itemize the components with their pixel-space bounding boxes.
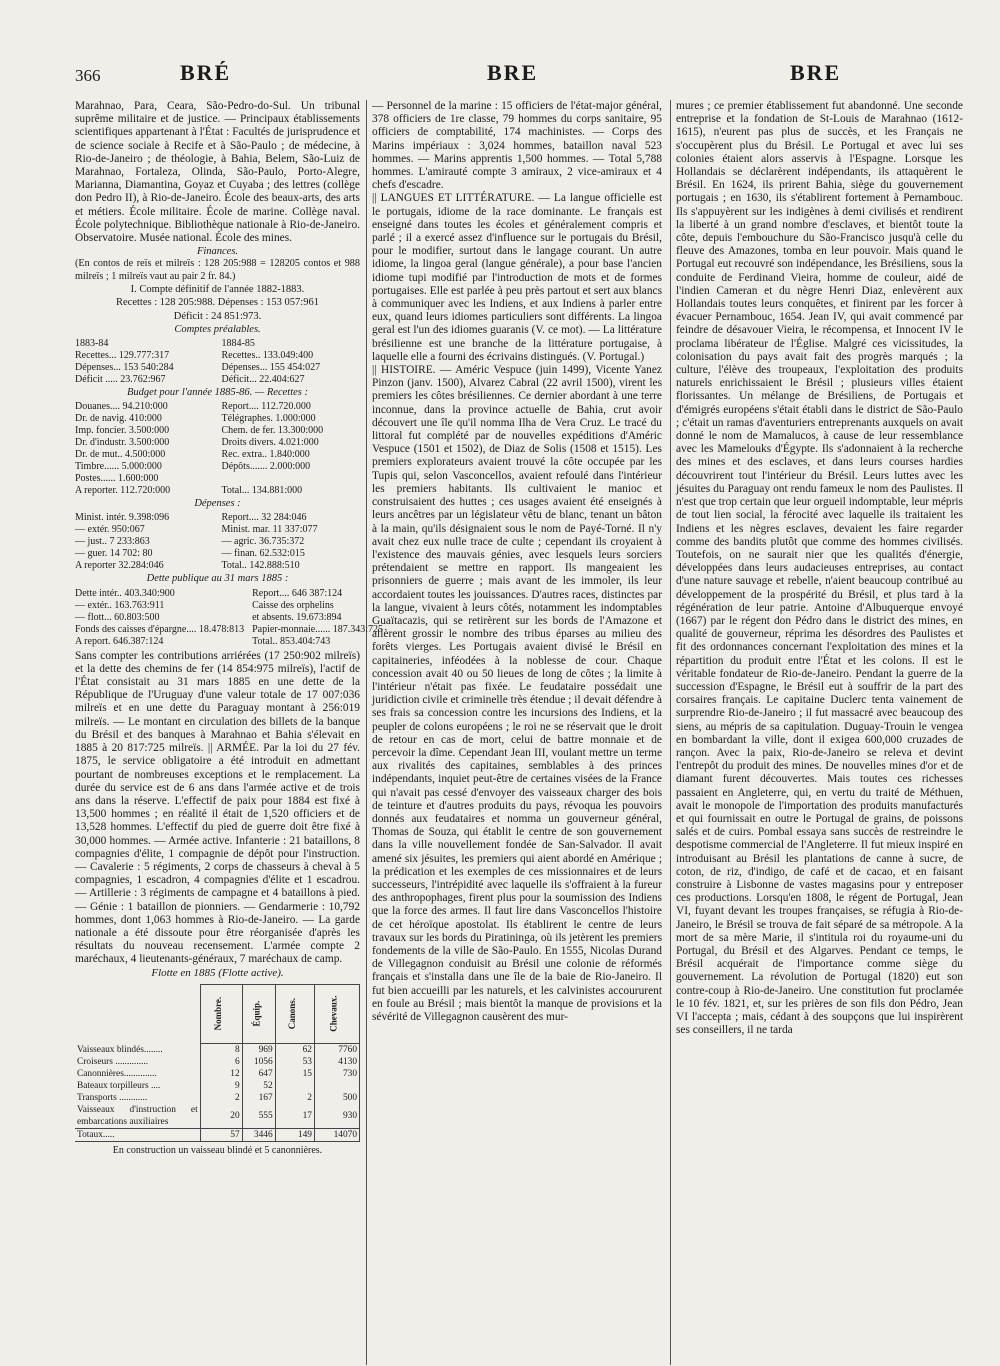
- table-cell: 20: [200, 1104, 242, 1129]
- table-cell: Dr. d'industr. 3.500:000: [75, 437, 170, 449]
- langues-paragraph: || LANGUES ET LITTÉRATURE. — La langue officielle est le portugais, idiome de la race dominante. Le français est enseigné dans toutes les écoles et généralement compris et parlé ; il a exercé assez d'influence sur le portugais du Brésil, pour le modifier, surtout dans le langage courant. Un autre idiome, la lingoa geral (langue générale), a pour base l'ancien idiome tupi modifié par l'introduction de mots et de formes portugaises. Elle est parlée à peu près partout et sert aux blancs à communiquer avec les Indiens, et aux Indiens à parler entre eux, quand leurs idiomes particuliers sont différents. La lingoa geral est l'un des idiomes guaranis (V. ce mot). — La littérature brésilienne est une branche de la littérature portugaise, à laquelle elle a fourni des écrivains distingués. (V. Portugal.): [372, 192, 662, 363]
- intro-paragraph: Marahnao, Para, Ceara, São-Pedro-do-Sul. Un tribunal suprême militaire et de justice. — Principaux établissements scientifiques appartenant à l'État : Facultés de jurisprudence et de science sociale à Recife et à São-Paulo ; de médecine, à Rio-de-Janeiro ; de théologie, à Bahia, Belem, São-Luiz de Marahnao, Fortaleza, Olinda, São-Paulo, Porto-Alegre, Marianna, Diamantina, Goyaz et Cuyaba ; des lettres (collège don Pedro II), à Rio-de-Janeiro. École des beaux-arts, des arts et métiers. École militaire. École de marine. Collège naval. École polytechnique. Bibliothèque nationale à Rio-de-Janeiro. Observatoire. Musée national. École des mines.: [75, 100, 360, 245]
- table-cell: Postes...... 1.600:000: [75, 473, 159, 485]
- table-cell: 57: [200, 1128, 242, 1141]
- table-cell: Report.... 646 387:124: [252, 587, 343, 599]
- flotte-heading: Flotte en 1885 (Flotte active).: [151, 966, 284, 979]
- prealables-table: [75, 338, 360, 386]
- table-cell: Totaux.....: [75, 1128, 200, 1141]
- table-cell: Timbre...... 5.000:000: [75, 461, 162, 473]
- histoire-continued-paragraph: mures ; ce premier établissement fut abandonné. Une seconde entreprise et la fondation de St-Louis de Marahnao (1612-1615), n'eurent pas plus de succès, et les Français ne s'occupèrent plus du Brésil. Le Portugal et avec lui ses colonies étaient alors asservis à l'Espagne. Lorsque les Hollandais se déclarèrent indépendants, ils attaquèrent le Brésil. En 1624, ils prirent Bahia, siège du gouvernement portugais ; en 1630, ils s'établirent fortement à Pernambouc. Ils s'appuyèrent sur les indigènes à demi civilisés et rendirent la liberté à un grand nombre d'esclaves, et bientôt toute la côte, depuis l'embouchure du São-Francisco jusqu'à celle du fleuve des Amazones, tomba en leur pouvoir. Mais quand le Portugal eut recouvré son indépendance, les Brésiliens, sous la conduite de Ferdinand Vieira, homme de couleur, aidé de l'indien Cameran et du nègre Henri Diaz, enlevèrent aux Hollandais toutes leurs conquêtes, et finirent par les forcer à évacuer Pernambouc, 1654. Jean IV, qui avait commencé par feindre de désavouer Vieira, le récompensa, et Innocent IV le proclama libérateur de l'Église. Malgré ces vicissitudes, la colonisation du pays avait fait des progrès marqués ; la culture, l'élève des troupeaux, l'exploitation des produits naturels enrichissaient le Brésil ; plusieurs villes étaient florissantes. Un mélange de Brésiliens, de Portugais et d'émigrés européens s'était établi dans le district de São-Paulo ; c'était un ramas d'aventuriers entreprenants auxquels on avait donné le nom de Mamalucos, à cause de leur ressemblance avec les Mamelouks d'Égypte. Ils s'adonnaient à la recherche des mines et des esclaves, et dans leurs courses hardies découvrirent tout l'intérieur du Brésil. Leurs luttes avec les jésuites du Paraguay ont rendu fameux le nom des Paulistes. Il n'est que trop certain que leur orgueil indomptable, leur mépris de tout lien social, la férocité avec laquelle ils traitaient les Indiens et les nègres esclaves, devaient les faire regarder comme des bandits plutôt que comme des hommes civilisés. Toutefois, on ne saurait nier que les qualités d'énergie, développées dans leurs audacieuses entreprises, au contact d'une nature sauvage et rebelle, n'aient beaucoup contribué au développement de la prospérité du Brésil, et plus tard à la régénération de leur patrie. Antoine d'Albuquerque envoyé (1667) par le régent don Pédro dans le district des mines, en qualité de gouverneur, réprima les désordres des Paulistes et fit des ordonnances concernant l'exploitation des mines et la répartition du produit entre l'État et les colons. Il est le véritable fondateur de Rio-de-Janeiro. Pendant la guerre de la succession d'Espagne, le Brésil eut à souffrir de la part des corsaires français. Le capitaine Duclerc tenta vainement de surprendre Rio-de-Janeiro ; il fut massacré avec beaucoup des siens, au mépris de sa capitulation. Duguay-Trouin le vengea en bombardant la ville, dont il exigea 600,000 cruzades de rançon. Avec la paix, Rio-de-Janeiro se releva et devint l'entrepôt du produit des mines. De nouvelles mines d'or et de diamant furent découvertes. Mais toutes ces richesses passaient en Angleterre, qui, en vertu du traité de Méthuen, avait le monopole de l'importation des produits manufacturés et qui fournissait en outre le Portugal de grains, de poissons salés et de cuirs. Pombal essaya sans succès de restreindre le despotisme commercial de l'Angleterre. Il fut mieux inspiré en introduisant au Brésil les plantations de canne à sucre, de coton, de riz, d'indigo, de café et de cacao, et en faisant construire à Lisbonne de vastes magasins pour y entreposer ces productions. Lorsqu'en 1808, le régent de Portugal, Jean VI, fuyant devant les troupes françaises, se réfugia à Rio-de-Janeiro, le Brésil se trouva de fait séparé de sa métropole. A la mort de sa mère Marie, il s'intitula roi du royaume-uni du Portugal, du Brésil et des Algarves. Pendant ce temps, le Brésil acquérait de l'importance comme siège du gouvernement. La révolution de Portugal (1820) eut son contre-coup à Rio-de-Janeiro. Une constitution fut proclamée le 10 fév. 1821, et, sur les prières de son fils don Pédro, Jean VI l'accepta ; mais, cédant à des soupçons que lui inspirèrent ses conseillers, il ne tarda: [676, 100, 963, 1037]
- table-row: [75, 1043, 360, 1056]
- fleet-table: [75, 984, 360, 1142]
- table-cell: 149: [275, 1128, 314, 1141]
- table-cell: 12: [200, 1068, 242, 1080]
- table-cell: 167: [242, 1092, 275, 1104]
- table-row: [75, 1068, 360, 1080]
- table-cell: Douanes.... 94.210:000: [75, 401, 168, 413]
- table-cell: — extér. 950:067: [75, 524, 145, 536]
- table-cell: Report.... 32 284:046: [221, 512, 307, 524]
- table-row: [75, 1056, 360, 1068]
- budget-heading: Budget pour l'année 1885-86. — Recettes :: [127, 387, 308, 399]
- table-cell: Papier-monnaie...... 187.343:725: [252, 623, 383, 635]
- table-cell: et absents. 19.673:894: [252, 611, 342, 623]
- column-rule-left: [366, 100, 367, 1365]
- table-cell: 930: [314, 1104, 359, 1129]
- table-cell: 1056: [242, 1056, 275, 1068]
- table-cell: 8: [200, 1043, 242, 1056]
- table-cell: Bateaux torpilleurs ....: [75, 1080, 200, 1092]
- table-cell: 17: [275, 1104, 314, 1129]
- table-cell: — agric. 36.735:372: [221, 536, 305, 548]
- table-cell: Croiseurs ..............: [75, 1056, 200, 1068]
- column-rule-right: [670, 100, 671, 1365]
- table-cell: Dr. de navig. 410:000: [75, 413, 162, 425]
- compte-line: Recettes : 128 205:988. Dépenses : 153 057:961: [116, 297, 319, 309]
- table-cell: Total.. 142.888:510: [221, 560, 300, 572]
- compte-heading: I. Compte définitif de l'année 1882-1883.: [130, 284, 305, 296]
- fleet-footnote: En construction un vaisseau blindé et 5 canonnières.: [112, 1144, 323, 1156]
- table-cell: 500: [314, 1092, 359, 1104]
- table-cell: 1883-84: [75, 338, 109, 350]
- running-head-right: BRE: [790, 60, 842, 85]
- table-cell: Droits divers. 4.021:000: [221, 437, 319, 449]
- column-2: [372, 100, 662, 1362]
- table-cell: Total.. 853.404:743: [252, 635, 331, 647]
- table-cell: 730: [314, 1068, 359, 1080]
- table-cell: [275, 1080, 314, 1092]
- table-cell: Chem. de fer. 13.300:000: [221, 425, 324, 437]
- table-cell: Dette intér.. 403.340:900: [75, 587, 175, 599]
- table-cell: 647: [242, 1068, 275, 1080]
- table-cell: Report.... 112.720.000: [221, 401, 311, 413]
- table-cell: Recettes... 129.777:317: [75, 350, 170, 362]
- finances-body: Sans compter les contributions arriérées (17 250:902 milreïs) et la dette des chemins de fer (14 854:975 milreïs), l'actif de l'État consistait au 31 mars 1885 en une dette de la République de l'Uruguay d'une valeur totale de 17 007:036 milreïs et en une dette du Paraguay montant à 256:019 milreïs. — Le montant en circulation des billets de la banque du Brésil et des banques à Marahnao et Bahia s'élevait en 1885 à 20 817:725 milreïs. || ARMÉE. Par la loi du 27 fév. 1875, le service obligatoire a été introduit en admettant pourtant de nombreuses exceptions et le remplacement. La durée du service est de 6 ans dans l'armée active et de trois ans dans la réserve. L'effectif de paix pour 1884 est fixé à 13,500 hommes ; en réalité il était de 1,520 officiers et de 13,528 hommes. L'effectif du pied de guerre doit être fixé à 30,000 hommes. — Armée active. Infanterie : 21 bataillons, 8 compagnies d'élite, 1 compagnie de dépôt pour l'instruction. — Cavalerie : 5 régiments, 2 corps de chasseurs à cheval à 5 compagnies, 1 escadron, 4 compagnies d'élite et 1 escadrou. — Artillerie : 3 régiments de campagne et 4 bataillons à pied. — Génie : 1 bataillon de pionniers. — Gendarmerie : 10,792 hommes, dont 1,063 hommes à Rio-de-Janeiro. — La garde nationale a été dissoute pour être réorganisée d'après les résultats du nouveau recensement. L'armée compte 2 maréchaux, 4 lieutenants-généraux, 7 maréchaux de camp.: [75, 649, 360, 966]
- table-cell: Déficit... 22.404:627: [221, 374, 305, 386]
- table-cell: Dépôts....... 2.000:000: [221, 461, 311, 473]
- table-cell: 53: [275, 1056, 314, 1068]
- table-cell: — flott... 60.803:500: [75, 611, 160, 623]
- table-cell: Vaisseaux blindés........: [75, 1043, 200, 1056]
- table-cell: Imp. foncier. 3.500:000: [75, 425, 170, 437]
- table-cell: — extér.. 163.763:911: [75, 599, 165, 611]
- table-cell: Recettes.. 133.049:400: [221, 350, 314, 362]
- table-cell: 9: [200, 1080, 242, 1092]
- table-cell: Canonnières..............: [75, 1068, 200, 1080]
- table-cell: 7760: [314, 1043, 359, 1056]
- dette-heading: Dette publique au 31 mars 1885 :: [146, 573, 289, 585]
- table-cell: Dr. de mut.. 4.500:000: [75, 449, 166, 461]
- table-cell: [314, 1080, 359, 1092]
- table-cell: — finan. 62.532:015: [221, 548, 305, 560]
- table-row: [75, 1092, 360, 1104]
- fleet-header-equip: Équip.: [242, 984, 275, 1043]
- table-cell: Dépenses... 155 454:027: [221, 362, 321, 374]
- table-cell: — just.. 7 233:863: [75, 536, 150, 548]
- table-cell: Déficit ..... 23.762:967: [75, 374, 166, 386]
- finances-note: (En contos de reïs et milreïs : 128 205:988 = 128205 contos et 988 milreïs ; 1 milreïs vaut au pair 2 fr. 84.): [75, 258, 360, 282]
- column-3: [676, 100, 963, 1362]
- depenses-heading: Dépenses :: [194, 498, 241, 510]
- table-cell: Rec. extra.. 1.840:000: [221, 449, 310, 461]
- page-header: [0, 60, 1000, 90]
- table-cell: Caisse des orphelins: [252, 599, 334, 611]
- table-cell: Minist. mar. 11 337:077: [221, 524, 318, 536]
- table-cell: Total... 134.881:000: [221, 485, 303, 497]
- table-cell: 2: [275, 1092, 314, 1104]
- table-cell: 969: [242, 1043, 275, 1056]
- table-cell: Transports ............: [75, 1092, 200, 1104]
- fleet-header-canons: Canons.: [275, 984, 314, 1043]
- table-cell: 52: [242, 1080, 275, 1092]
- table-row: [75, 1104, 360, 1129]
- running-head-center: BRE: [487, 60, 539, 85]
- deficit-line: Déficit : 24 851:973.: [173, 310, 262, 322]
- running-head-left: BRÉ: [180, 60, 232, 85]
- depenses-table: [75, 512, 360, 572]
- table-cell: A reporter. 112.720:000: [75, 485, 171, 497]
- table-cell: Dépenses... 153 540:284: [75, 362, 174, 374]
- marine-paragraph: — Personnel de la marine : 15 officiers de l'état-major général, 378 officiers de 1re classe, 79 hommes du corps sanitaire, 95 officiers de comptabilité, 174 machinistes. — Corps des Marins impériaux : 3,024 hommes, bataillon naval 523 hommes. — Marins apprentis 1,500 hommes. — Total 5,788 hommes. L'amirauté compte 3 amiraux, 2 vice-amiraux et 4 chefs d'escadre.: [372, 100, 662, 192]
- table-row: [75, 1080, 360, 1092]
- table-cell: 14070: [314, 1128, 359, 1141]
- fleet-header-nombre: Nombre.: [200, 984, 242, 1043]
- table-cell: [222, 473, 361, 485]
- table-cell: 4130: [314, 1056, 359, 1068]
- table-cell: 6: [200, 1056, 242, 1068]
- table-cell: Minist. intér. 9.398:096: [75, 512, 170, 524]
- column-1: [75, 100, 383, 1362]
- budget-table: [75, 401, 360, 497]
- page-number: 366: [75, 66, 101, 85]
- table-cell: A report. 646.387:124: [75, 635, 164, 647]
- fleet-header-chevaux: Chevaux.: [314, 984, 359, 1043]
- table-cell: Fonds des caisses d'épargne.... 18.478:813: [75, 623, 245, 635]
- table-row: [75, 1128, 360, 1141]
- table-cell: Télégraphes. 1.000:000: [221, 413, 316, 425]
- dette-table: [75, 587, 383, 648]
- table-cell: 15: [275, 1068, 314, 1080]
- table-cell: 1884-85: [221, 338, 255, 350]
- histoire-paragraph: || HISTOIRE. — Améric Vespuce (juin 1499), Vicente Yanez Pinzon (janv. 1500), Alvarez Cabral (22 avril 1500), virent les premiers les côtes brésiliennes. Ce dernier abordant à une terre inconnue, dans la province actuelle de Bahia, crut avoir découvert une île qu'il nomma Ilha de Vera Cruz. Le tracé du littoral fut complété par de nouvelles expéditions d'Améric Vespuce (1501 et 1502), de Diaz de Solis (1508 et 1515). Les premiers explorateurs avaient trouvé la côte occupée par les Tupis qui, selon Vasconcellos, avaient refoulé dans l'intérieur les premiers habitants. Ils cultivaient le manioc et construisaient des huttes ; ces usages avaient été enseignés à leurs ancêtres par un législateur vêtu de blanc, tenant un bâton à la main, qu'ils désignaient sous le nom de Payé-Torné. Il n'y avait chez eux nulle trace de culte ; cependant ils croyaient à l'existence des mauvais génies, avec lesquels leurs sorciers prétendaient se mettre en rapport. Ils mangeaient les prisonniers de guerre ; mais avant de les immoler, ils leur accordaient toutes les jouissances. D'autres races, distinctes par la langue, vivaient à leurs côtés, notamment les indomptables Guaïtacazis, qui se retirèrent sur les bords de l'Amazone et allèrent grossir le nombre des tribus éparses au milieu des forêts vierges. Les Portugais avaient divisé le Brésil en capitaineries, inféodées à la noblesse de cour. Chaque concession avait 40 ou 50 lieues de long de côtes ; la limite à l'intérieur n'était pas fixée. Le feudataire possédait une juridiction civile et criminelle très étendue ; il devait défendre à ses frais sa concession contre les incursions des Indiens, et la peupler de colons européens ; le roi ne se réservait que le droit de retour en cas de mort, celui de battre monnaie et de percevoir la dîme. Cependant Jean III, voulant mettre un terme aux rivalités des capitaines, semblables à des princes indépendants, inquiet peut-être de certaines visées de la France qui n'avait pas cessé d'envoyer des vaisseaux charger des bois de teinture et d'autres produits du pays, révoqua les pouvoirs donnés aux feudataires et nomma un gouverneur général, Thomas de Souza, qui établit le centre de son gouvernement dans la ville nouvellement fondée de San-Salvador. Il avait amené six jésuites, les premiers qui aient abordé en Amérique ; la prédication et les exemples de ces missionnaires et de leurs successeurs, l'intrépidité avec laquelle ils s'offraient à la fureur des anthropophages, firent plus pour la soumission des Indiens que la force des armes. Il faut lire dans Vasconcellos l'histoire de cet héroïque apostolat. Ils établirent le centre de leurs travaux sur les bords du Piratininga, où ils jetèrent les premiers fondements de la ville de São-Paulo. En 1555, Nicolas Durand de Villegagnon conduisit au Brésil une colonie de réformés français et s'installa dans une île de la baie de Rio-Janeiro. Il fut bien accueilli par les naturels, et les calvinistes accoururent en foule au Brésil ; mais bientôt la manque de provisions et la sévérité de Villegagnon causèrent des mur-: [372, 364, 662, 1024]
- comptes-prealables-heading: Comptes préalables.: [174, 323, 261, 335]
- table-cell: 2: [200, 1092, 242, 1104]
- table-cell: 62: [275, 1043, 314, 1056]
- table-cell: 555: [242, 1104, 275, 1129]
- table-cell: Vaisseaux d'instruction et embarcations auxiliaires: [75, 1104, 200, 1129]
- table-cell: — guer. 14 702: 80: [75, 548, 153, 560]
- table-cell: 3446: [242, 1128, 275, 1141]
- finances-heading: Finances.: [196, 246, 239, 258]
- table-cell: A reporter 32.284:046: [75, 560, 164, 572]
